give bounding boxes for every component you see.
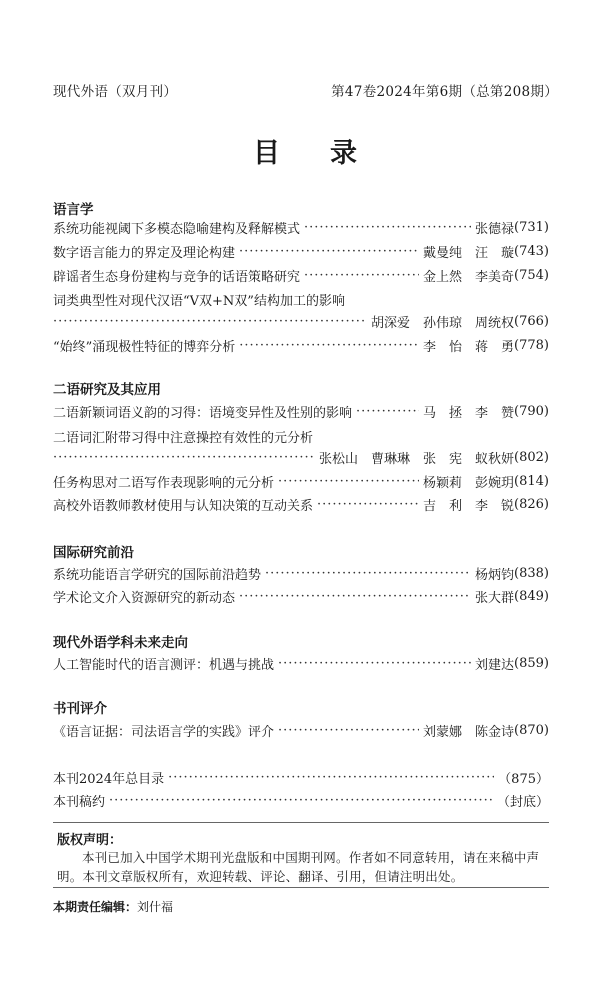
section-heading: 语言学 (53, 202, 94, 218)
entry-authors: 张松山 曹琳琳 张 宪 蚁秋妍 (319, 451, 515, 467)
toc-entry[interactable] (53, 265, 549, 285)
section-heading: 二语研究及其应用 (53, 382, 161, 398)
toc-entry[interactable] (53, 767, 549, 787)
leader-dots (304, 220, 471, 235)
toc-entry[interactable] (53, 401, 549, 421)
toc-entry[interactable] (53, 217, 549, 237)
entry-title: 辟谣者生态身份建构与竞争的话语策略研究 (53, 269, 301, 285)
entry-page: (790) (514, 403, 549, 419)
page-title: 目录 (253, 138, 407, 169)
entry-page: (849) (514, 588, 549, 604)
section-heading: 国际研究前沿 (53, 545, 134, 561)
leader-dots (278, 656, 471, 671)
leader-dots (317, 497, 419, 512)
section-heading: 书刊评介 (53, 701, 107, 717)
entry-authors: 张大群 (475, 590, 515, 606)
entry-title: 本刊稿约 (53, 794, 106, 810)
entry-title[interactable]: 二语词汇附带习得中注意操控有效性的元分析 (53, 431, 314, 446)
copyright-notice (53, 822, 549, 888)
entry-title: 二语新颖词语义韵的习得：语境变异性及性别的影响 (53, 405, 353, 421)
toc-entry[interactable] (53, 494, 549, 514)
copyright-heading: 版权声明： (57, 833, 123, 848)
entry-authors: 杨炳钧 (475, 567, 515, 583)
toc-entry[interactable] (53, 471, 549, 491)
leader-dots (356, 404, 419, 419)
entry-page: (814) (514, 473, 549, 489)
entry-page: (766) (514, 313, 549, 329)
entry-authors: 马 拯 李 赞 (423, 405, 515, 421)
entry-page: (870) (514, 722, 549, 738)
toc-entry[interactable] (53, 563, 549, 583)
issue-info: 第47卷2024年第6期（总第208期） (331, 84, 558, 100)
entry-title: 高校外语教师教材使用与认知决策的互动关系 (53, 498, 314, 514)
entry-authors: 胡深爱 孙伟琼 周统权 (371, 315, 515, 331)
entry-page: (731) (514, 219, 549, 235)
entry-page: (826) (514, 496, 549, 512)
entry-title[interactable]: 词类典型性对现代汉语“V双+N双”结构加工的影响 (53, 294, 345, 309)
entry-authors: 刘蒙娜 陈金诗 (423, 724, 515, 740)
entry-title: 系统功能语言学研究的国际前沿趋势 (53, 567, 262, 583)
entry-authors: 刘建达 (475, 657, 515, 673)
leader-dots (278, 723, 419, 738)
copyright-text: 本刊已加入中国学术期刊光盘版和中国期刊网。作者如不同意转用，请在来稿中声明。本刊文章版权所有，欢迎转载、评论、翻译、引用，但请注明出处。 (57, 850, 540, 884)
toc-entry[interactable] (53, 335, 549, 355)
toc-entry[interactable] (53, 653, 549, 673)
entry-title: 人工智能时代的语言测评：机遇与挑战 (53, 657, 275, 673)
entry-page: (743) (514, 243, 549, 259)
entry-authors: 杨颖莉 彭婉玥 (423, 475, 515, 491)
entry-title: 任务构思对二语写作表现影响的元分析 (53, 475, 275, 491)
entry-authors: 金上然 李美奇 (423, 269, 515, 285)
toc-entry[interactable] (53, 241, 549, 261)
leader-dots (53, 450, 315, 465)
entry-authors: 吉 利 李 锐 (423, 498, 515, 514)
toc-entry[interactable] (53, 311, 549, 331)
entry-title: 系统功能视阈下多模态隐喻建构及释解模式 (53, 221, 301, 237)
leader-dots (239, 244, 419, 259)
entry-page: （封底） (496, 794, 549, 810)
entry-page: (778) (514, 337, 549, 353)
entry-title: 学术论文介入资源研究的新动态 (53, 590, 236, 606)
toc-entry[interactable] (53, 586, 549, 606)
editor-label: 本期责任编辑： (53, 900, 138, 914)
entry-page: (859) (514, 655, 549, 671)
leader-dots (168, 770, 494, 785)
entry-authors: 张德禄 (475, 221, 515, 237)
toc-entry[interactable] (53, 447, 549, 467)
entry-authors: 戴曼纯 汪 璇 (423, 245, 515, 261)
leader-dots (265, 566, 471, 581)
entry-page: (802) (514, 449, 549, 465)
leader-dots (239, 338, 419, 353)
entry-page: (754) (514, 267, 549, 283)
responsible-editor (53, 898, 173, 915)
section-heading: 现代外语学科未来走向 (53, 635, 188, 651)
entry-page: (838) (514, 565, 549, 581)
entry-title: 《语言证据：司法语言学的实践》评介 (53, 724, 275, 740)
leader-dots (304, 268, 419, 283)
entry-authors: 李 怡 蒋 勇 (423, 339, 515, 355)
editor-name: 刘什福 (137, 900, 174, 914)
leader-dots (109, 793, 493, 808)
entry-title: 本刊2024年总目录 (53, 771, 165, 787)
toc-entry[interactable] (53, 790, 549, 810)
entry-title: “始终”涌现极性特征的博弈分析 (53, 339, 236, 355)
leader-dots (278, 474, 419, 489)
entry-title: 数字语言能力的界定及理论构建 (53, 245, 236, 261)
leader-dots (239, 589, 471, 604)
toc-entry[interactable] (53, 720, 549, 740)
journal-name: 现代外语（双月刊） (53, 84, 178, 100)
entry-page: （875） (498, 771, 549, 787)
leader-dots (53, 314, 367, 329)
